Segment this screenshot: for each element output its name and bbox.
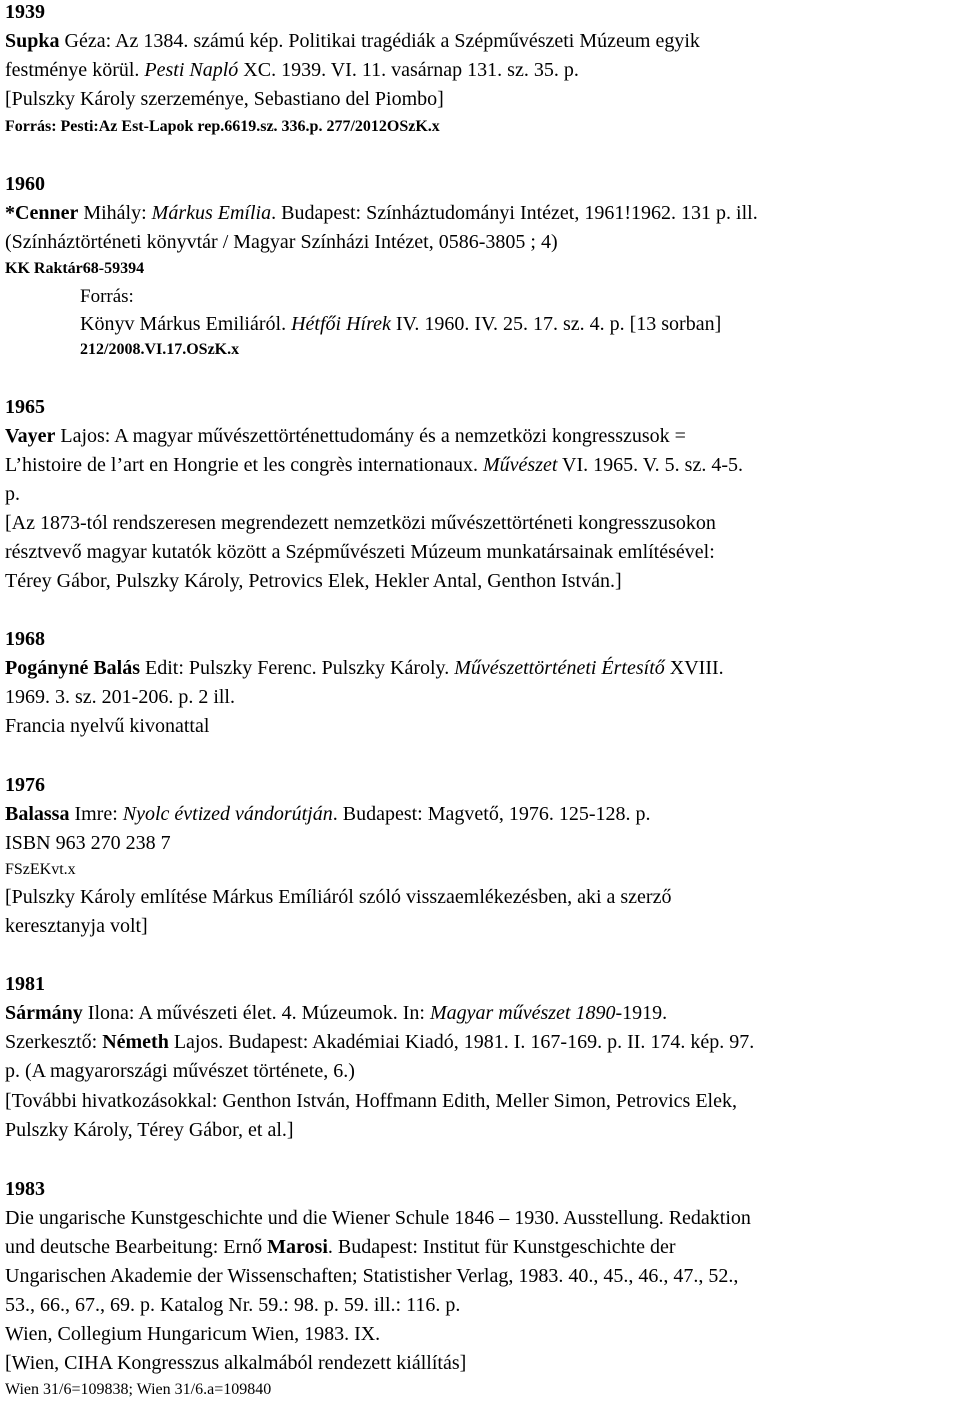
entry-annotation: keresztanyja volt] — [5, 915, 148, 937]
entry-annotation: [Pulszky Károly szerzeménye, Sebastiano del Piombo] — [5, 88, 444, 110]
entry-source: FSzEKvt.x — [5, 861, 76, 878]
entry-annotation: [Wien, CIHA Kongresszus alkalmából rendezett kiállítás] — [5, 1352, 467, 1374]
year-heading-1968: 1968 — [5, 628, 45, 650]
entry-line: Die ungarische Kunstgeschichte und die Wiener Schule 1846 – 1930. Ausstellung. Redaktion — [5, 1207, 751, 1229]
entry-source: Wien 31/6=109838; Wien 31/6.a=109840 — [5, 1381, 272, 1398]
entry-line: L’histoire de l’art en Hongrie et les congrès internationaux. Művészet VI. 1965. V. 5. sz. 4-5. — [5, 454, 743, 476]
year-heading-1981: 1981 — [5, 973, 45, 995]
entry-annotation: [Pulszky Károly említése Márkus Emíliáról szóló visszaemlékezésben, aki a szerző — [5, 886, 672, 908]
entry-line: und deutsche Bearbeitung: Ernő Marosi. Budapest: Institut für Kunstgeschichte der — [5, 1236, 676, 1258]
entry-annotation: [További hivatkozásokkal: Genthon István, Hoffmann Edith, Meller Simon, Petrovics Elek, — [5, 1090, 737, 1112]
entry-annotation: Francia nyelvű kivonattal — [5, 715, 210, 737]
entry-line: 1969. 3. sz. 201-206. p. 2 ill. — [5, 686, 235, 708]
entry-annotation: résztvevő magyar kutatók között a Szépművészeti Múzeum munkatársainak említésével: — [5, 541, 715, 563]
entry-line: Balassa Imre: Nyolc évtized vándorútján. Budapest: Magvető, 1976. 125-128. p. — [5, 803, 651, 825]
entry-line: (Színháztörténeti könyvtár / Magyar Színházi Intézet, 0586-3805 ; 4) — [5, 231, 558, 253]
entry-source: 212/2008.VI.17.OSzK.x — [80, 341, 240, 358]
entry-source: Forrás: Pesti:Az Est-Lapok rep.6619.sz. 336.p. 277/2012OSzK.x — [5, 118, 440, 135]
entry-shelfmark: KK Raktár68-59394 — [5, 260, 145, 277]
year-heading-1965: 1965 — [5, 396, 45, 418]
entry-line: p. (A magyarországi művészet története, 6.) — [5, 1060, 355, 1082]
year-heading-1976: 1976 — [5, 774, 45, 796]
entry-line: Supka Géza: Az 1384. számú kép. Politikai tragédiák a Szépművészeti Múzeum egyik — [5, 30, 700, 52]
entry-line: festménye körül. Pesti Napló XC. 1939. VI. 11. vasárnap 131. sz. 35. p. — [5, 59, 579, 81]
entry-line: Könyv Márkus Emiliáról. Hétfői Hírek IV. 1960. IV. 25. 17. sz. 4. p. [13 sorban] — [80, 313, 722, 335]
year-heading-1960: 1960 — [5, 173, 45, 195]
source-label: Forrás: — [80, 286, 134, 307]
entry-line: Pogányné Balás Edit: Pulszky Ferenc. Pulszky Károly. Művészettörténeti Értesítő XVIII. — [5, 657, 724, 679]
entry-line: Sármány Ilona: A művészeti élet. 4. Múzeumok. In: Magyar művészet 1890-1919. — [5, 1002, 668, 1024]
entry-line: p. — [5, 483, 20, 505]
entry-isbn: ISBN 963 270 238 7 — [5, 832, 171, 854]
entry-annotation: [Az 1873-tól rendszeresen megrendezett nemzetközi művészettörténeti kongresszusokon — [5, 512, 716, 534]
entry-line: Vayer Lajos: A magyar művészettörténettudomány és a nemzetközi kongresszusok = — [5, 425, 686, 447]
entry-line: Wien, Collegium Hungaricum Wien, 1983. IX. — [5, 1323, 381, 1345]
entry-annotation: Pulszky Károly, Térey Gábor, et al.] — [5, 1119, 294, 1141]
year-heading-1983: 1983 — [5, 1178, 45, 1200]
entry-annotation: Térey Gábor, Pulszky Károly, Petrovics Elek, Hekler Antal, Genthon István.] — [5, 570, 622, 592]
entry-line: 53., 66., 67., 69. p. Katalog Nr. 59.: 98. p. 59. ill.: 116. p. — [5, 1294, 461, 1316]
entry-line: Szerkesztő: Németh Lajos. Budapest: Akadémiai Kiadó, 1981. I. 167-169. p. II. 174. kép. 97. — [5, 1031, 755, 1053]
entry-line: Ungarischen Akademie der Wissenschaften; Statistisher Verlag, 1983. 40., 45., 46., 47., 52., — [5, 1265, 739, 1287]
year-heading-1939: 1939 — [5, 1, 45, 23]
entry-line: *Cenner Mihály: Márkus Emília. Budapest: Színháztudományi Intézet, 1961!1962. 131 p. ill. — [5, 202, 758, 224]
